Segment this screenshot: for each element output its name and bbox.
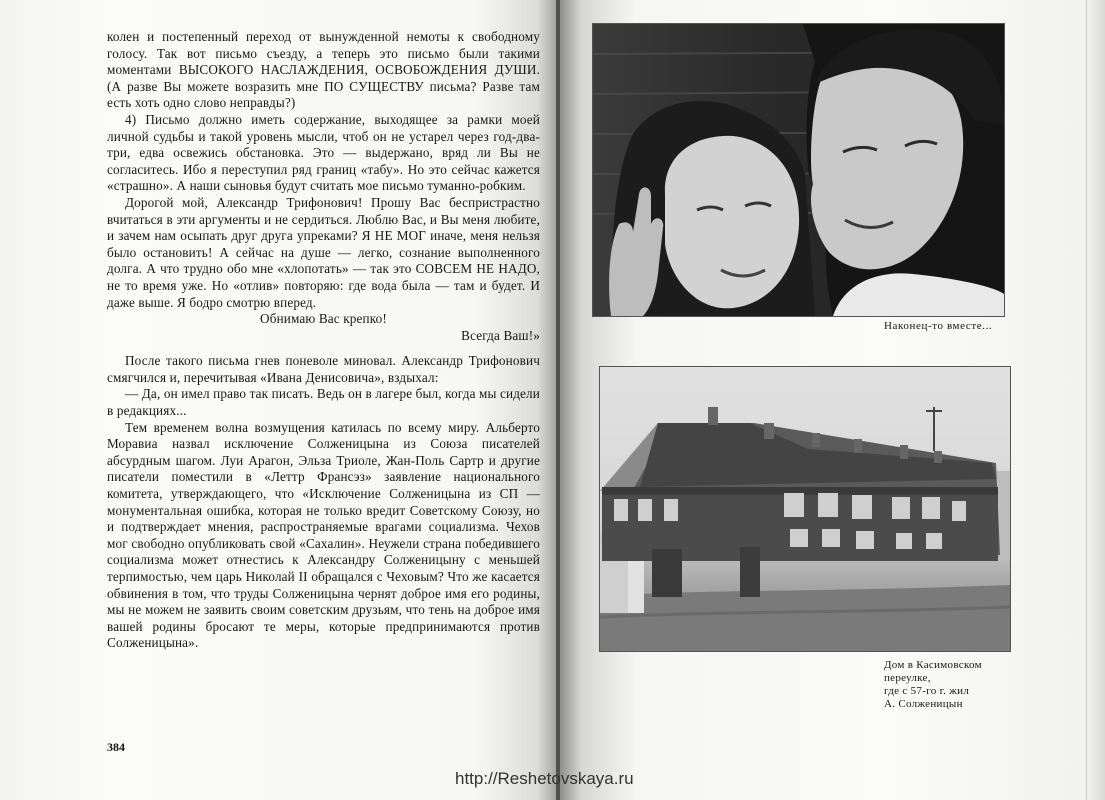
watermark-url: http://Reshetovskaya.ru [455,769,634,788]
photo-couple-caption: Наконец-то вместе... [884,320,993,332]
photo-couple [593,24,1004,316]
left-page-text [107,29,540,652]
paragraph-after-letter: После такого письма гнев поневоле миновал. Александр Трифонович смягчился и, перечитывая «Ивана Денисовича», вздыхал: [107,353,540,385]
photo-house-caption-line: переулке, [884,672,931,684]
letter-signature: Всегда Ваш!» [461,327,540,343]
paragraph-world-reaction: Тем временем волна возмущения катилась по всему миру. Альберто Моравиа назвал исключение Солженицына из Союза писателей абсурдным шагом. Луи Арагон, Эльза Триоле, Жан-Поль Сартр и другие писатели поместили в «Леттр Франсэз» заявление национального комитета, утверждающего, что «Исключение Солженицына из СП — монументальная ошибка, которая не только вредит Советскому Союзу, но и подтверждает мнения, распространяемые врагами социализма. Чехов мог свободно опубликовать свой «Сахалин». Неужели страна победившего социализма может отнестись к Александру Солженицыну с меньшей терпимостью, чем царь Николай II обращался с Чеховым? Что же касается обвинения в том, что труды Солженицына чернят доброе имя его родины, мы не можем не заявить своим советским друзьям, что тень на доброе имя вашей родины бросают те меры, которые предпринимаются против Солженицына». [107,419,540,651]
photo-house-caption [884,659,1034,711]
page-number: 384 [107,740,125,754]
letter-closing: Обнимаю Вас крепко! [260,311,387,327]
photo-house-caption-line: А. Солженицын [884,698,963,710]
book-gutter [556,0,560,800]
paragraph-quote: — Да, он имел право так писать. Ведь он в лагере был, когда мы сидели в редакциях... [107,386,540,419]
paragraph-continuation: колен и постепенный переход от вынужденной немоты к свободному голосу. Так вот письмо съезду, а теперь это письмо были такими моментами ВЫСОКОГО НАСЛАЖДЕНИЯ, ОСВОБОЖДЕНИЯ ДУШИ. (А разве Вы можете возразить мне ПО СУЩЕСТВУ письма? Разве там есть хоть одно слово неправды?) [107,29,540,111]
photo-house-caption-line: где с 57-го г. жил [884,685,970,697]
photo-house [600,367,1010,651]
photo-house-caption-line: Дом в Касимовском [884,659,982,671]
page-edge [1086,0,1105,800]
paragraph-point-4: 4) Письмо должно иметь содержание, выходящее за рамки моей личной судьбы и такой уровень мысли, чтоб он не устарел через год-два-три, едва освежись обстановка. Это — выдержано, вряд ли Вы не согласитесь. Ибо я переступил ряд границ «табу». Но это сейчас кажется «страшно». А наши сыновья будут считать мое письмо туманно-робким. [107,111,540,194]
paragraph-address: Дорогой мой, Александр Трифонович! Прошу Вас беспристрастно вчитаться в эти аргументы и не сердиться. Люблю Вас, и Вы меня любите, и зачем нам осыпать друг друга упреками? Я НЕ МОГ иначе, меня нельзя было остановить! А сейчас на душе — легко, сознание выполненного долга. А что трудно обо мне «хлопотать» — так это СОВСЕМ НЕ НАДО, не то время уже. Но «отлив» повторяю: где вода была — там и будет. И даже выше. Я бодро смотрю вперед. [107,194,540,310]
